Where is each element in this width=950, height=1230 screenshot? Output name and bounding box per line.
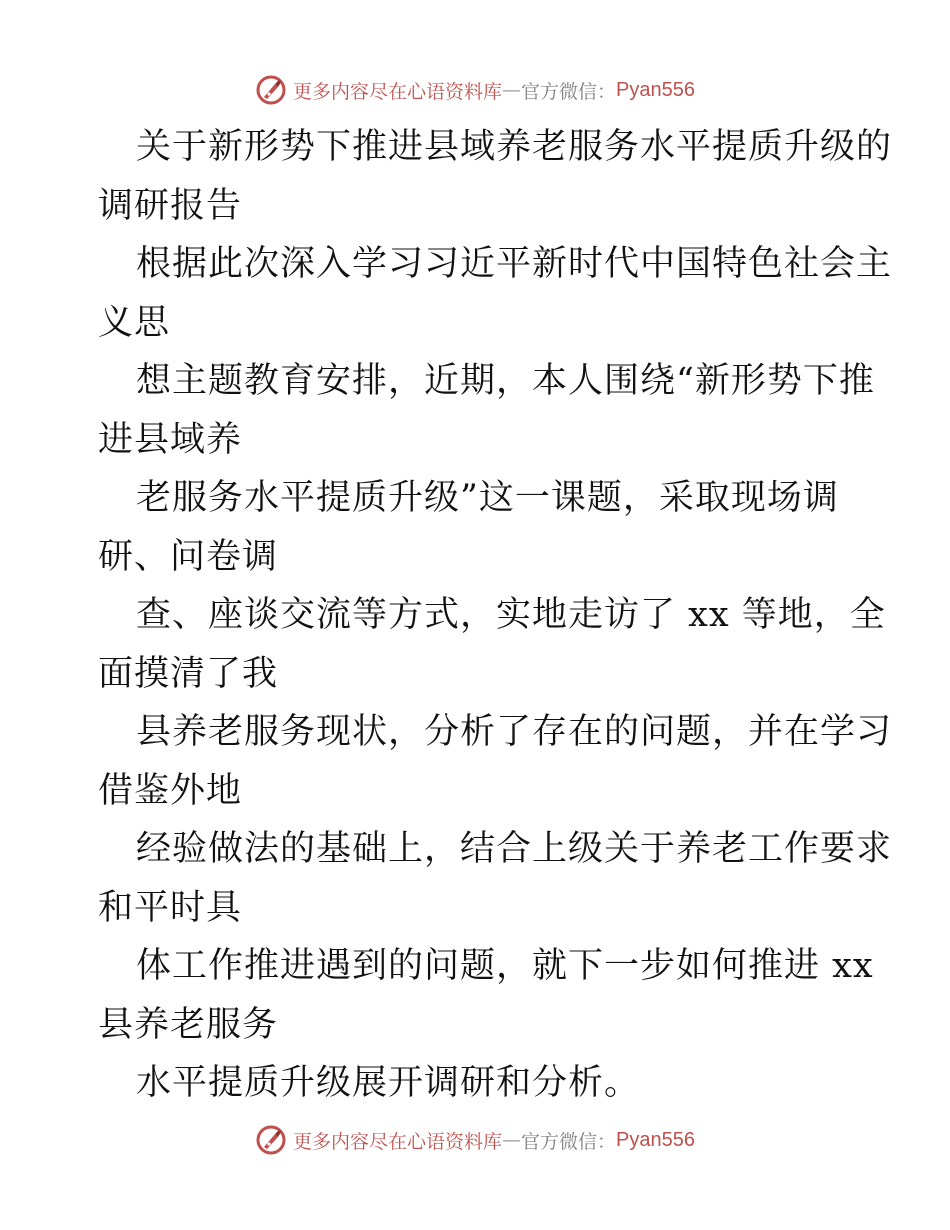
paragraph-line: 根据此次深入学习习近平新时代中国特色社会主 [136, 244, 893, 284]
paragraph-line: 经验做法的基础上，结合上级关于养老工作要求 [136, 829, 893, 869]
document-body [98, 118, 893, 1113]
fountain-pen-logo-icon [255, 1124, 287, 1156]
paragraph-line: 老服务水平提质升级”这一课题，采取现场调 [136, 478, 839, 518]
paragraph-line: 义思 [98, 302, 171, 343]
header-brand-text: 更多内容尽在心语资料库 [293, 80, 503, 103]
fountain-pen-logo-icon [255, 74, 287, 106]
title-line-1: 关于新形势下推进县域养老服务水平提质升级的 [136, 127, 893, 167]
footer-brand-text: 更多内容尽在心语资料库 [293, 1130, 503, 1153]
paragraph-line: 面摸清了我 [98, 653, 279, 694]
paragraph-line: 水平提质升级展开调研和分析。 [136, 1063, 641, 1103]
paragraph-line: 想主题教育安排，近期，本人围绕“新形势下推 [136, 361, 875, 401]
footer-separator: — [502, 1129, 522, 1151]
paragraph-line: 进县域养 [98, 419, 243, 460]
paragraph-line: 县养老服务现状，分析了存在的问题，并在学习 [136, 712, 893, 752]
footer-official-label: 官方微信： [521, 1130, 617, 1153]
paragraph-line: 和平时具 [98, 887, 243, 928]
header-official-label: 官方微信： [521, 80, 617, 103]
paragraph-line: 体工作推进遇到的问题，就下一步如何推进 xx [136, 946, 874, 986]
footer-wechat-id: Pyan556 [616, 1128, 695, 1151]
header-separator: — [502, 79, 522, 101]
footer-banner [0, 1120, 950, 1160]
header-wechat-id: Pyan556 [616, 78, 695, 101]
title-line-2: 调研报告 [98, 185, 243, 226]
header-banner [0, 70, 950, 110]
paragraph-line: 查、座谈交流等方式，实地走访了 xx 等地，全 [136, 595, 886, 635]
paragraph-line: 借鉴外地 [98, 770, 243, 811]
paragraph-line: 县养老服务 [98, 1004, 279, 1045]
paragraph-line: 研、问卷调 [98, 536, 279, 577]
